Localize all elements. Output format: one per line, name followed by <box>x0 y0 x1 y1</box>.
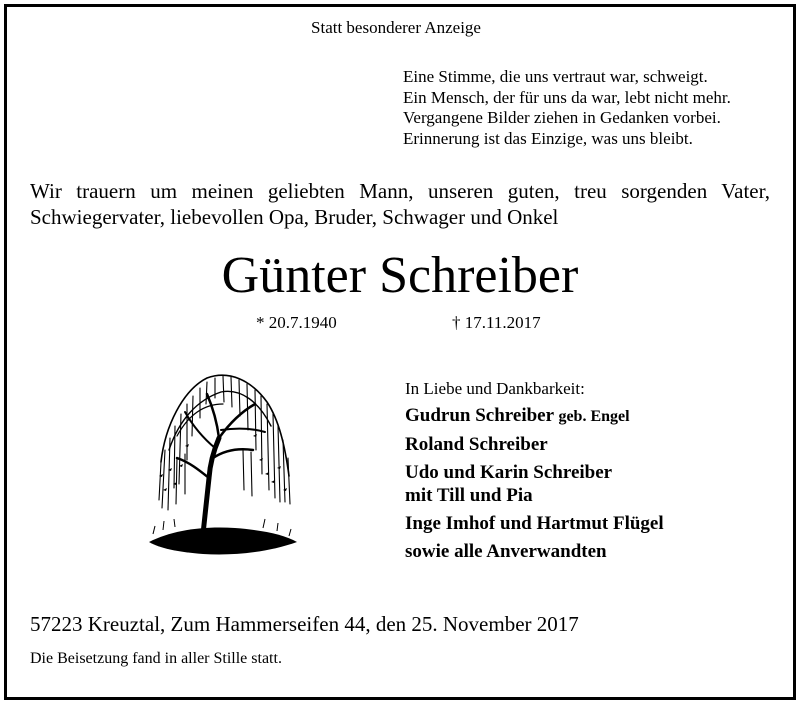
intro-line: Wir trauern um meinen geliebten Mann, unseren guten, treu sorgenden Vater, <box>30 179 770 203</box>
burial-note: Die Beisetzung fand in aller Stille statt. <box>30 650 282 667</box>
mourner-entry <box>405 461 664 507</box>
weeping-willow-tree-icon <box>143 366 301 566</box>
place-date: 57223 Kreuztal, Zum Hammerseifen 44, den 25. November 2017 <box>30 612 579 636</box>
mourner-entry: Inge Imhof und Hartmut Flügel <box>405 513 664 534</box>
mourner-entry: sowie alle Anverwandten <box>405 541 607 562</box>
deceased-name: Günter Schreiber <box>221 247 579 304</box>
header-note: Statt besonderer Anzeige <box>311 18 481 37</box>
mourner-suffix: geb. Engel <box>558 408 630 425</box>
poem-line: Erinnerung ist das Einzige, was uns bleibt. <box>403 128 693 148</box>
poem <box>403 67 731 149</box>
poem-line: Ein Mensch, der für uns da war, lebt nicht mehr. <box>403 87 731 107</box>
mourner-entry: Roland Schreiber <box>405 434 548 455</box>
poem-line: Eine Stimme, die uns vertraut war, schweigt. <box>403 67 708 86</box>
poem-line: Vergangene Bilder ziehen in Gedanken vorbei. <box>403 108 721 127</box>
mourner-entry <box>405 404 664 428</box>
intro-line: Schwiegervater, liebevollen Opa, Bruder, Schwager und Onkel <box>30 205 559 229</box>
intro-text <box>30 178 770 230</box>
birth-date: * 20.7.1940 <box>256 313 337 332</box>
mourners-block <box>405 379 664 563</box>
death-date: † 17.11.2017 <box>452 313 541 332</box>
mourner-line: Udo und Karin Schreiber <box>405 462 613 483</box>
mourner-line: mit Till und Pia <box>405 485 533 506</box>
mourners-lead: In Liebe und Dankbarkeit: <box>405 379 585 398</box>
mourner-name: Gudrun Schreiber <box>405 405 554 426</box>
